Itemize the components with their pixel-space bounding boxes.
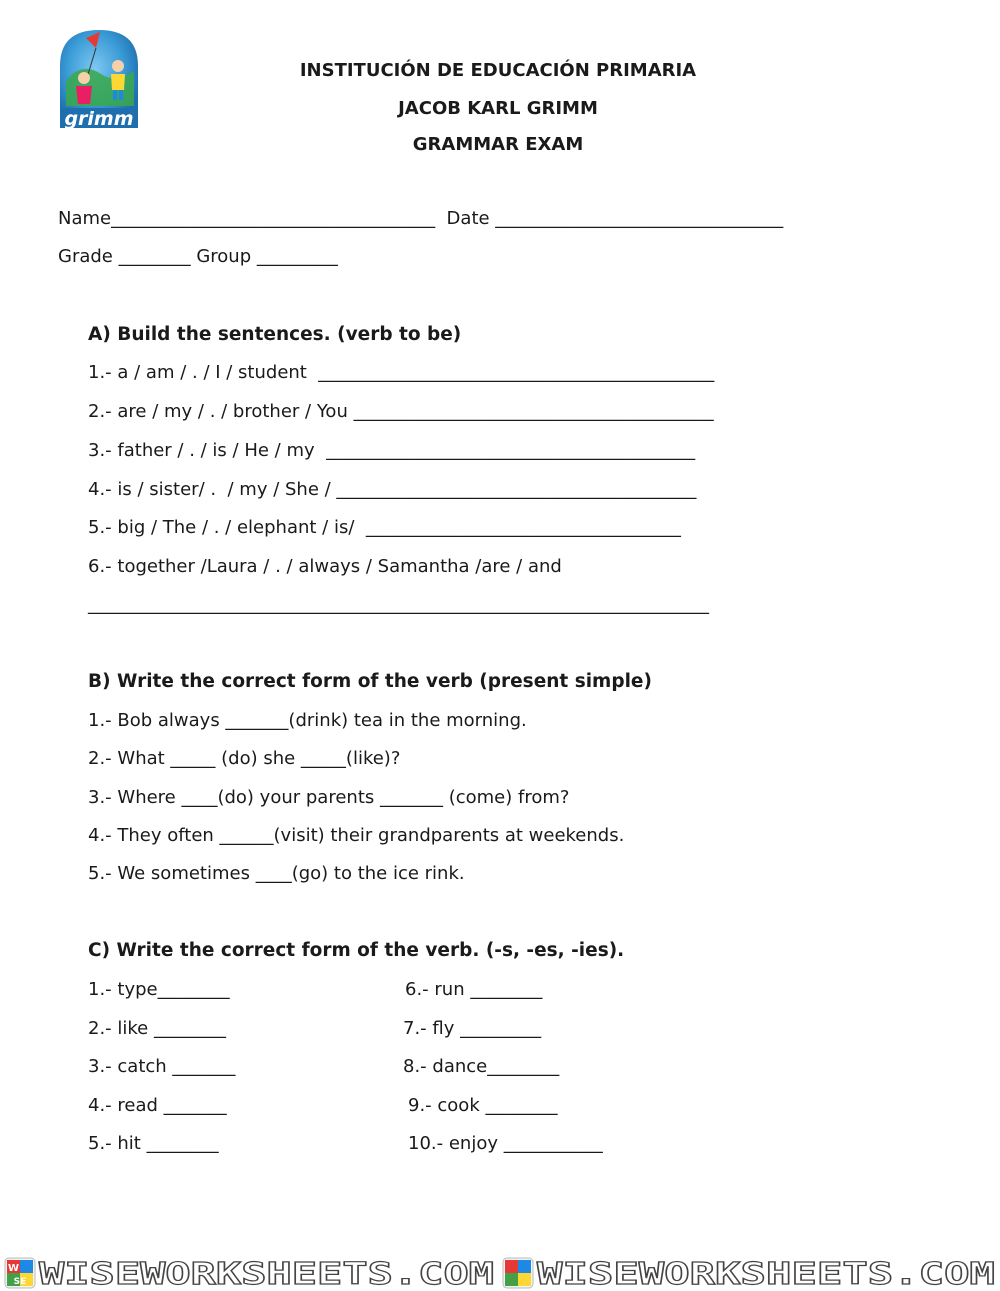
school-name-line-1: INSTITUCIÓN DE EDUCACIÓN PRIMARIA [299, 60, 697, 81]
watermark-text: WISEWORKSHEETS.COM [39, 1257, 494, 1291]
section-a-heading: A) Build the sentences. (verb to be) [88, 324, 462, 345]
section-c-item[interactable]: 4.- read _______ [88, 1095, 227, 1116]
section-a-item: 6.- together /Laura / . / always / Samantha /are / and [88, 556, 562, 577]
section-c-item[interactable]: 2.- like ________ [88, 1018, 226, 1039]
section-c-item[interactable]: 6.- run ________ [405, 979, 543, 1000]
badge-letters: SE [13, 1277, 27, 1287]
school-name-line-2: JACOB KARL GRIMM [398, 98, 598, 119]
watermark-badge-icon [503, 1258, 533, 1288]
section-a-answer-line[interactable]: _____________________________________________________________________ [88, 594, 709, 615]
section-a-item[interactable]: 4.- is / sister/ . / my / She / ________________________________________ [88, 479, 697, 500]
section-a-item[interactable]: 5.- big / The / . / elephant / is/ ___________________________________ [88, 517, 681, 538]
section-b-item[interactable]: 2.- What _____ (do) she _____(like)? [88, 748, 401, 769]
watermark-footer [0, 1254, 1000, 1291]
watermark-text: WISEWORKSHEETS.COM [537, 1257, 995, 1291]
watermark-badge-icon [5, 1258, 35, 1288]
section-c-item[interactable]: 5.- hit ________ [88, 1133, 219, 1154]
name-date-line[interactable]: Name____________________________________ Date ________________________________ [58, 208, 784, 229]
section-c-item[interactable]: 1.- type________ [88, 979, 230, 1000]
section-a-item[interactable]: 1.- a / am / . / I / student ____________________________________________ [88, 362, 715, 383]
section-b-item[interactable]: 4.- They often ______(visit) their grandparents at weekends. [88, 825, 625, 846]
section-c-item[interactable]: 10.- enjoy ___________ [408, 1133, 603, 1154]
section-c-item[interactable]: 8.- dance________ [403, 1056, 560, 1077]
section-c-item[interactable]: 7.- fly _________ [403, 1018, 542, 1039]
section-a-item[interactable]: 3.- father / . / is / He / my _________________________________________ [88, 440, 696, 461]
section-b-item[interactable]: 1.- Bob always _______(drink) tea in the morning. [88, 710, 527, 731]
exam-title: GRAMMAR EXAM [412, 134, 584, 155]
section-c-item[interactable]: 3.- catch _______ [88, 1056, 236, 1077]
section-b-item[interactable]: 5.- We sometimes ____(go) to the ice rink. [88, 863, 465, 884]
logo-text: grimm [64, 108, 134, 130]
grade-group-line[interactable]: Grade ________ Group _________ [58, 246, 338, 267]
section-c-heading: C) Write the correct form of the verb. (-s, -es, -ies). [88, 940, 625, 961]
section-b-item[interactable]: 3.- Where ____(do) your parents _______ (come) from? [88, 787, 570, 808]
section-c-item[interactable]: 9.- cook ________ [408, 1095, 558, 1116]
section-b-heading: B) Write the correct form of the verb (present simple) [88, 671, 652, 692]
section-a-item[interactable]: 2.- are / my / . / brother / You ________________________________________ [88, 401, 714, 422]
badge-letter: W [7, 1263, 20, 1274]
